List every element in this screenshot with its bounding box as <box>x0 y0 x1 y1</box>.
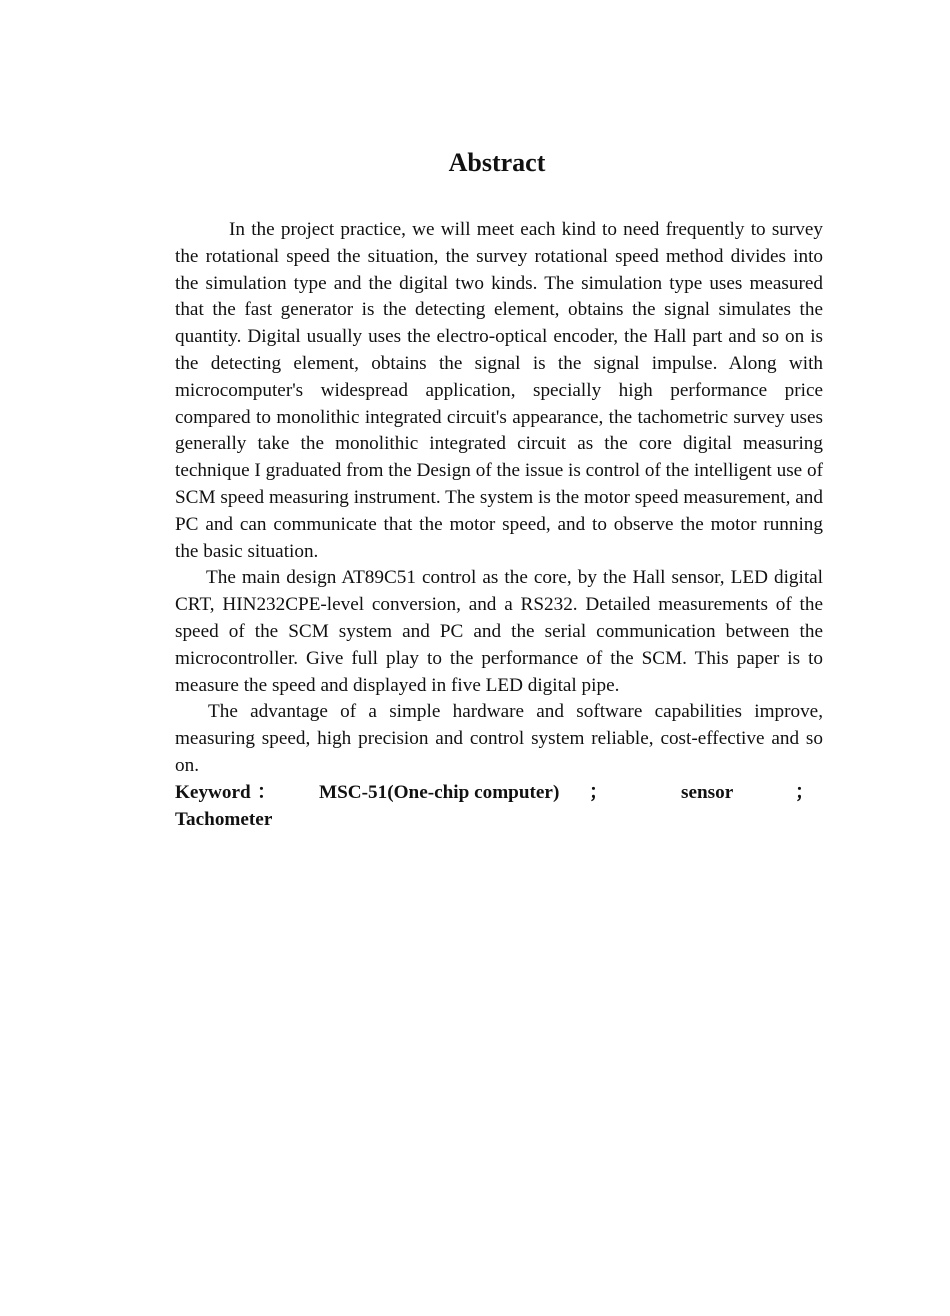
abstract-paragraph-3: The advantage of a simple hardware and software capabilities improve, measuring speed, high precision and control system reliable, cost-effective and so on. <box>175 701 823 776</box>
abstract-body <box>175 217 823 833</box>
keyword-separator: ； <box>795 781 815 803</box>
keyword-item: MSC-51(One-chip computer) <box>319 781 560 803</box>
keyword-item: Tachometer <box>175 808 273 830</box>
abstract-title: Abstract <box>448 148 546 177</box>
keywords-label: Keyword <box>175 781 251 803</box>
keywords-colon: ： <box>257 781 277 803</box>
abstract-paragraph-2: The main design AT89C51 control as the core, by the Hall sensor, LED digital CRT, HIN232CPE-level conversion, and a RS232. Detailed measurements of the speed of the SCM system and PC and the serial communication between the microcontroller. Give full play to the performance of the SCM. This paper is to measure the speed and displayed in five LED digital pipe. <box>175 567 823 696</box>
keywords-line <box>175 780 823 834</box>
keyword-item: sensor <box>681 781 734 803</box>
keyword-separator: ； <box>589 781 609 803</box>
abstract-paragraph-1: In the project practice, we will meet each kind to need frequently to survey the rotational speed the situation, the survey rotational speed method divides into the simulation type and the digital two kinds. The simulation type uses measured that the fast generator is the detecting element, obtains the signal simulates the quantity. Digital usually uses the electro-optical encoder, the Hall part and so on is the detecting element, obtains the signal is the signal impulse. Along with microcomputer's widespread application, specially high performance price compared to monolithic integrated circuit's appearance, the tachometric survey uses generally take the monolithic integrated circuit as the core digital measuring technique I graduated from the Design of the issue is control of the intelligent use of SCM speed measuring instrument. The system is the motor speed measurement, and PC and can communicate that the motor speed, and to observe the motor running the basic situation. <box>175 219 823 562</box>
